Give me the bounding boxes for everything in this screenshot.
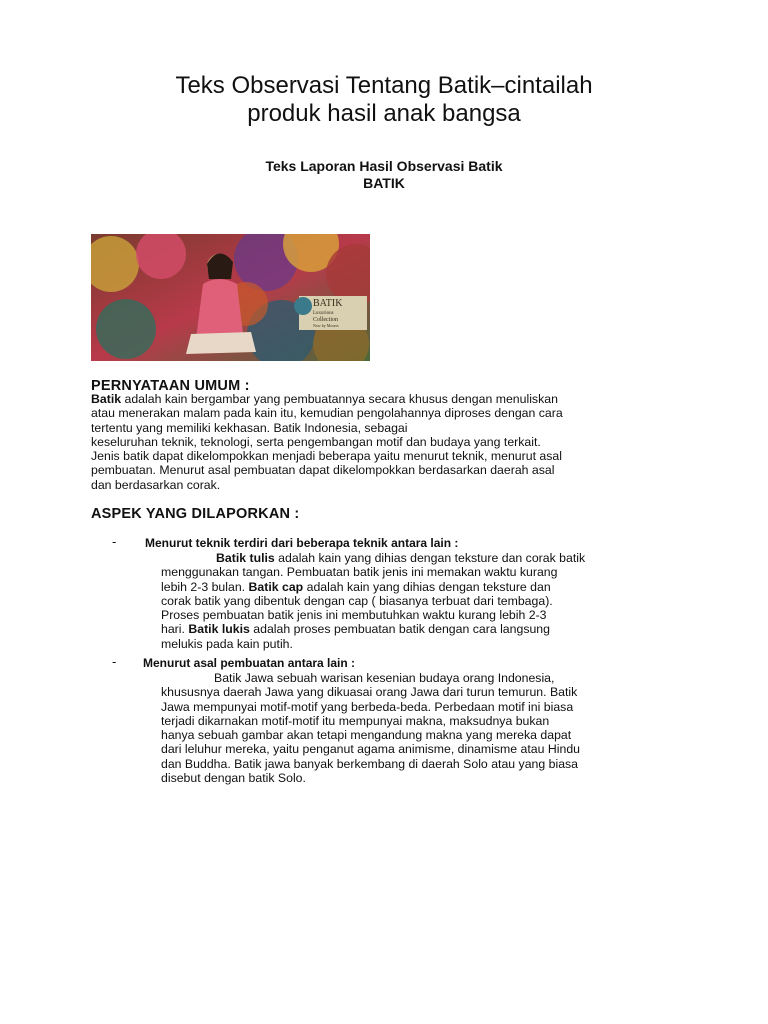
- term-batik: Batik: [91, 392, 122, 406]
- bullet-2-paragraph: Batik Jawa sebuah warisan kesenian budaya orang Indonesia, khususnya daerah Jawa yang dikuasai orang Jawa dari turun temurun. Batik Jawa mempunyai motif-motif yang berbeda-beda. Perbedaan motif ini biasa terjadi dikarnakan motif-motif itu mempunyai makna, maksudnya bukan hanya sebuah gambar akan tetapi mengandung makna yang mereka dapat dari leluhur mereka, yaitu penganut agama animisme, dinamisme atau Hindu dan Buddha. Batik jawa banyak berkembang di daerah Solo atau yang biasa disebut dengan batik Solo.: [161, 671, 581, 786]
- document-subtitle: [60, 158, 708, 192]
- subtitle-line-1: Teks Laporan Hasil Observasi Batik: [265, 158, 503, 174]
- term-batik-cap: Batik cap: [248, 579, 304, 594]
- bullet-1-heading: Menurut teknik terdiri dari beberapa teknik antara lain :: [145, 536, 459, 550]
- batik-hero-image: [91, 234, 370, 361]
- bullet-1-paragraph: Batik tulis adalah kain yang dihias dengan teksture dan corak batik menggunakan tangan. Pembuatan batik jenis ini memakan waktu kurang lebih 2-3 bulan. Batik cap adalah kain yang dihias dengan teksture dan corak batik yang dibentuk dengan cap ( biasanya terbuat dari tembaga). Proses pembuatan batik jenis ini membutuhkan waktu kurang lebih 2-3 hari. Batik lukis adalah proses pembuatan batik dengan cara langsung melukis pada kain putih.: [161, 551, 586, 651]
- title-line-1: Teks Observasi Tentang Batik–cintailah: [175, 72, 593, 99]
- logo-line4: Now by Mosers: [313, 323, 339, 328]
- logo-subtitle: Luxurious: [313, 311, 334, 316]
- document-title: [60, 72, 708, 128]
- term-batik-tulis: Batik tulis: [216, 551, 275, 565]
- section-heading-pernyataan-umum: PERNYATAAN UMUM :: [91, 378, 250, 394]
- bullet-dash-2: -: [112, 654, 117, 669]
- bullet-2-heading: Menurut asal pembuatan antara lain :: [143, 656, 356, 670]
- title-line-2: produk hasil anak bangsa: [247, 100, 521, 127]
- section-heading-aspek: ASPEK YANG DILAPORKAN :: [91, 506, 300, 522]
- bullet-dash-1: -: [112, 534, 117, 549]
- logo-line3: Collection: [313, 317, 338, 323]
- subtitle-line-2: BATIK: [363, 175, 405, 191]
- logo-title: BATIK: [313, 298, 343, 309]
- batik-photo-illustration: [91, 234, 370, 361]
- section-paragraph-pernyataan-umum: Batik adalah kain bergambar yang pembuatannya secara khusus dengan menuliskan atau menerakan malam pada kain itu, kemudian pengolahannya diproses dengan cara tertentu yang memiliki kekhasan. Batik Indonesia, sebagai keseluruhan teknik, teknologi, serta pengembangan motif dan budaya yang terkait. Jenis batik dapat dikelompokkan menjadi beberapa yaitu menurut teknik, menurut asal pembuatan. Menurut asal pembuatan dapat dikelompokkan berdasarkan daerah asal dan berdasarkan corak.: [91, 392, 563, 492]
- term-batik-lukis: Batik lukis: [188, 622, 250, 637]
